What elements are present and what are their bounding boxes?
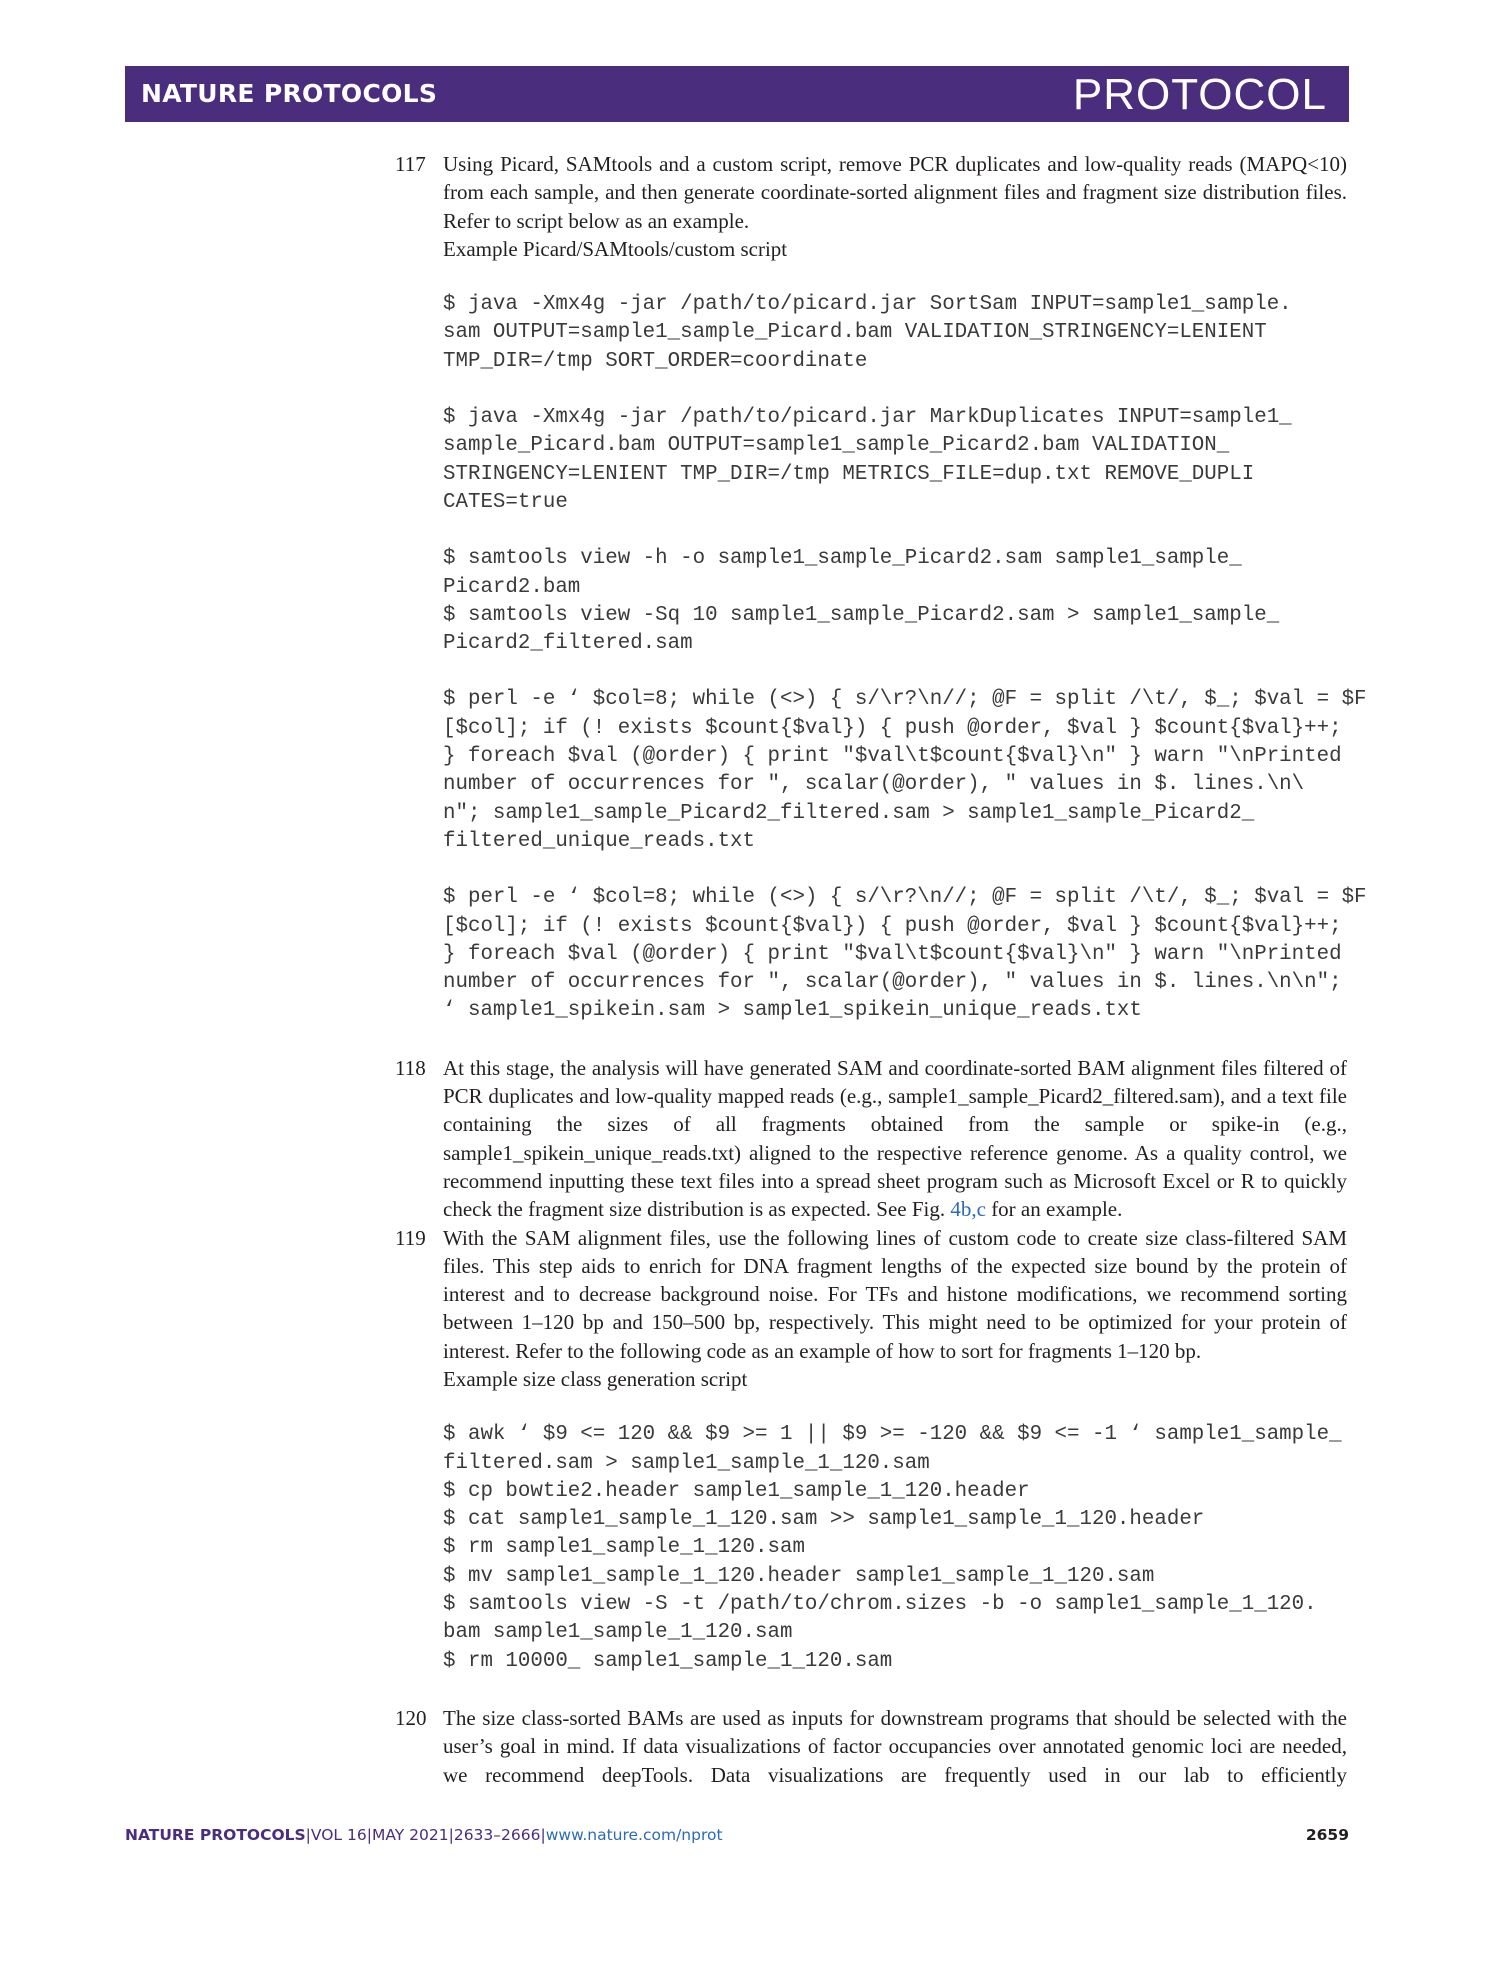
script-label: Example Picard/SAMtools/custom script [443,236,788,261]
step-number: 119 [395,1225,426,1250]
main-content [395,150,1367,1789]
step-120 [395,1704,1347,1789]
page-number: 2659 [1305,1826,1349,1844]
step-text: With the SAM alignment files, use the following lines of custom code to create size class-filtered SAM files. This step aids to enrich for DNA fragment lengths of the expected size bound by the protein of interest and to decrease background noise. For TFs and histone modifications, we recommend sorting between 1–120 bp and 150–500 bp, respectively. This might need to be optimized for your protein of interest. Refer to the following code as an example of how to sort for fragments 1–120 bp. [443,1225,1347,1363]
footer-volume: VOL 16 [310,1826,367,1844]
step-118 [395,1054,1347,1224]
code-block: $ java -Xmx4g -jar /path/to/picard.jar SortSam INPUT=sample1_sample. sam OUTPUT=sample1_sample_Picard.bam VALIDATION_STRINGENCY=LENIENT TMP_DIR=/tmp SORT_ORDER=coordinate [443,293,1292,373]
code-block: $ samtools view -h -o sample1_sample_Picard2.sam sample1_sample_ Picard2.bam $ samtools view -Sq 10 sample1_sample_Picard2.sam > sample1_sample_ Picard2_filtered.sam [443,547,1280,656]
code-block: $ java -Xmx4g -jar /path/to/picard.jar MarkDuplicates INPUT=sample1_ sample_Picard.bam OUTPUT=sample1_sample_Picard2.bam VALIDATION_ STRINGENCY=LENIENT TMP_DIR=/tmp METRICS_FILE=dup.txt REMOVE_DUPLI CATES=true [443,406,1292,514]
code-block: $ awk ‘ $9 <= 120 && $9 >= 1 || $9 >= -120 && $9 <= -1 ‘ sample1_sample_ filtered.sam > sample1_sample_1_120.sam $ cp bowtie2.header sample1_sample_1_120.header $ cat sample1_sample_1_120.sam >> sample1_sample_1_120.header $ rm sample1_sample_1_120.sam $ mv sample1_sample_1_120.header sample1_sample_1_120.sam $ samtools view -S -t /path/to/chrom.sizes -b -o sample1_sample_1_120. bam sample1_sample_1_120.sam $ rm 10000_ sample1_sample_1_120.sam [443,1423,1342,1673]
step-119 [395,1224,1347,1704]
journal-banner [125,66,1349,122]
step-number: 118 [395,1055,426,1080]
footer-issue: MAY 2021 [371,1826,449,1844]
page-footer: NATURE PROTOCOLS|VOL 16|MAY 2021|2633–2666|www.nature.com/nprot 2659 [125,1826,1349,1844]
figure-link[interactable]: 4b,c [950,1197,986,1222]
step-text: The size class-sorted BAMs are used as inputs for downstream programs that should be selected with the user’s goal in mind. If data visualizations of factor occupancies over annotated genomic loci are needed, we recommend deepTools. Data visualizations are frequently used in our lab to efficiently [443,1705,1347,1787]
article-type: PROTOCOL [1072,70,1327,119]
footer-url[interactable]: www.nature.com/nprot [545,1826,723,1844]
step-number: 120 [395,1705,427,1730]
step-number: 117 [395,152,426,176]
step-text: Using Picard, SAMtools and a custom script, remove PCR duplicates and low-quality reads (MAPQ<10) from each sample, and then generate coordinate-sorted alignment files and fragment size distribution files. Refer to script below as an example. [443,152,1347,233]
journal-name: NATURE PROTOCOLS [141,79,438,108]
code-block: $ perl -e ‘ $col=8; while (<>) { s/\r?\n//; @F = split /\t/, $_; $val = $F [$col]; if (! exists $count{$val}) { push @order, $val } $count{$val}++; } foreach $val (@order) { print "$val\t$count{$val}\n" } warn "\nPrinted number of occurrences for ", scalar(@order), " values in $. lines.\n\ n"; sample1_sample_Picard2_filtered.sam > sample1_sample_Picard2_ filtered_unique_reads.txt [443,688,1367,853]
footer-journal: NATURE PROTOCOLS [125,1826,306,1844]
step-text [443,1054,1347,1224]
step-text-part: At this stage, the analysis will have generated SAM and coordinate-sorted BAM alignment files filtered of PCR duplicates and low-quality mapped reads (e.g., sample1_sample_Picard2_filtered.sam), and a text file containing the sizes of all fragments obtained from the sample or spike-in (e.g., sample1_spikein_unique_reads.txt) aligned to the respective reference genome. As a quality control, we recommend inputting these text files into a spread sheet program such as Microsoft Excel or R to quickly check the fragment size distribution is as expected. See Fig. [443,1055,1347,1222]
step-117 [395,150,1367,1054]
code-block: $ perl -e ‘ $col=8; while (<>) { s/\r?\n//; @F = split /\t/, $_; $val = $F [$col]; if (! exists $count{$val}) { push @order, $val } $count{$val}++; } foreach $val (@order) { print "$val\t$count{$val}\n" } warn "\nPrinted number of occurrences for ", scalar(@order), " values in $. lines.\n\n"; ‘ sample1_spikein.sam > sample1_spikein_unique_reads.txt [443,886,1367,1023]
script-label: Example size class generation script [443,1366,748,1391]
footer-pages: 2633–2666 [453,1826,541,1844]
step-text-part: for an example. [985,1197,1123,1222]
